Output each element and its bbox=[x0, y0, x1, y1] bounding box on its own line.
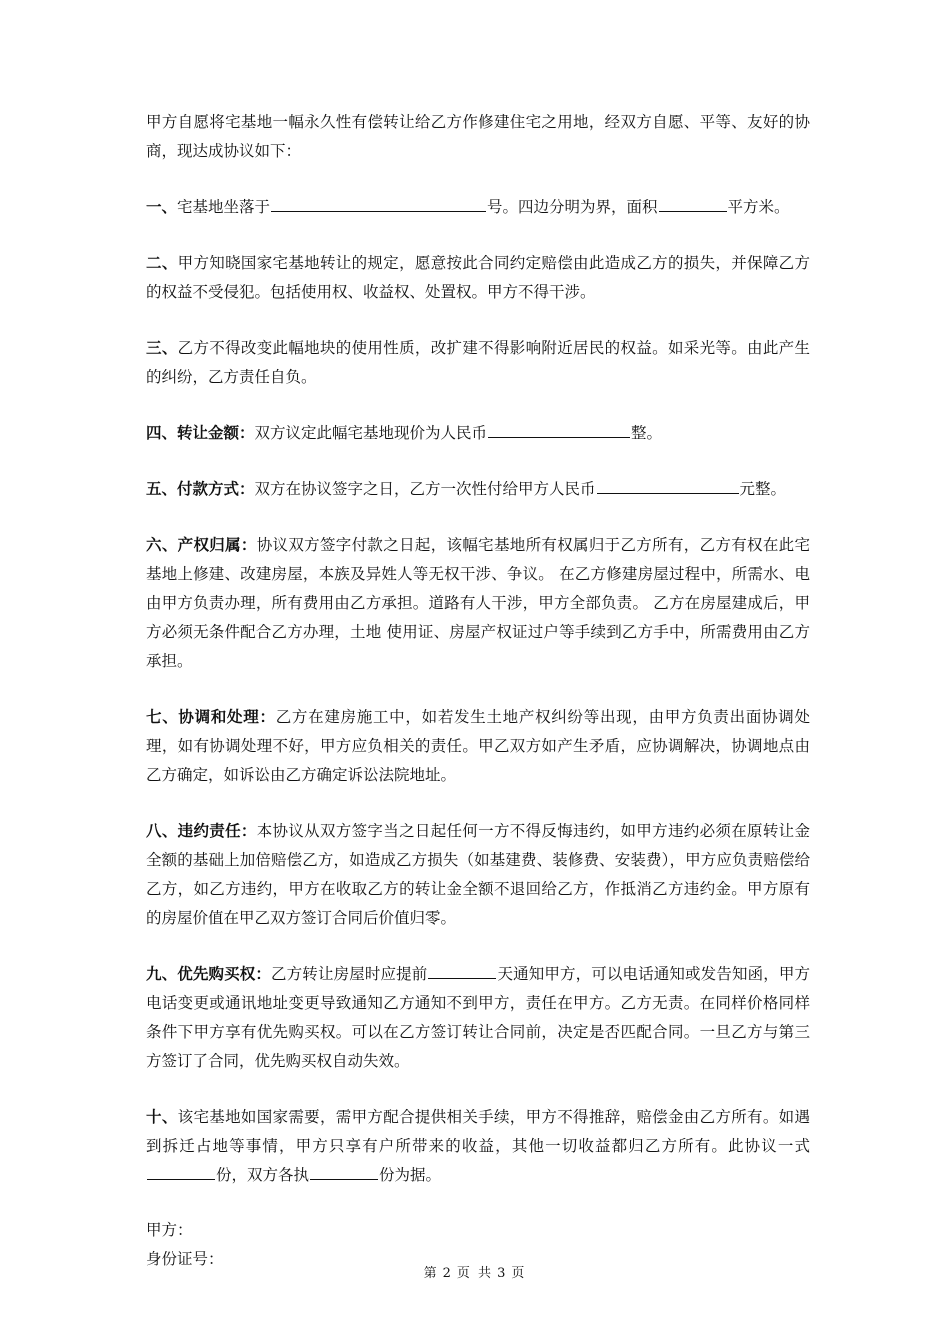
clause-9-text-b: 天通知甲方，可以电话通知或发告知函，甲方电话变更或通讯地址变更导致通知乙方通知不到甲方，责任在甲方。乙方无责。在同样价格同样条件下甲方享有优先购买权。可以在乙方签订转让合同前，决定是否匹配合同。一旦乙方与第三方签订了合同，优先购买权自动失效。 bbox=[146, 965, 810, 1070]
clause-1-text-a: 宅基地坐落于 bbox=[177, 198, 271, 216]
clause-9-text-a: 乙方转让房屋时应提前 bbox=[271, 965, 428, 983]
clause-6 bbox=[146, 530, 810, 676]
copies-each-blank bbox=[310, 1163, 378, 1180]
clause-5-text-a: 双方在协议签字之日，乙方一次性付给甲方人民币 bbox=[254, 480, 596, 498]
clause-5-head: 五、付款方式： bbox=[146, 479, 255, 498]
clause-1-text-c: 平方米。 bbox=[727, 198, 790, 216]
clause-1 bbox=[146, 192, 810, 222]
clause-6-text: 协议双方签字付款之日起，该幅宅基地所有权属归于乙方所有，乙方有权在此宅基地上修建、改建房屋，本族及异姓人等无权干涉、争议。 在乙方修建房屋过程中，所需水、电由甲方负责办理，所有费用由乙方承担。道路有人干涉，甲方全部负责。 乙方在房屋建成后，甲方必须无条件配合乙方办理，土地 使用证、房屋产权证过户等手续到乙方手中，所需费用由乙方承担。 bbox=[146, 536, 810, 670]
clause-2-head: 二、 bbox=[146, 253, 178, 272]
footer-suffix: 页 bbox=[511, 1266, 527, 1281]
clause-10-head: 十、 bbox=[146, 1107, 178, 1126]
clause-1-text-b: 号。四边分明为界，面积 bbox=[487, 198, 658, 216]
notice-days-blank bbox=[428, 962, 496, 979]
copies-blank bbox=[147, 1163, 215, 1180]
clause-4 bbox=[146, 418, 810, 448]
clause-10 bbox=[146, 1102, 810, 1190]
page-footer bbox=[0, 1262, 950, 1281]
clause-9-head: 九、优先购买权： bbox=[146, 964, 272, 983]
clause-4-text-b: 整。 bbox=[631, 424, 663, 442]
clause-7 bbox=[146, 702, 810, 790]
clause-7-text: 乙方在建房施工中，如若发生土地产权纠纷等出现，由甲方负责出面协调处理，如有协调处理不好，甲方应负相关的责任。甲乙双方如产生矛盾，应协调解决，协调地点由乙方确定，如诉讼由乙方确定诉讼法院地址。 bbox=[146, 708, 810, 784]
clause-6-head: 六、产权归属： bbox=[146, 535, 257, 554]
clause-2 bbox=[146, 248, 810, 307]
clause-10-text-b: 份，双方各执 bbox=[216, 1166, 310, 1184]
payment-blank bbox=[597, 477, 739, 494]
footer-page-number: 2 bbox=[442, 1266, 453, 1281]
id-number-label: 身份证号： bbox=[146, 1250, 224, 1268]
contract-body bbox=[146, 108, 810, 1274]
clause-8-text: 本协议从双方签字当之日起任何一方不得反悔违约，如甲方违约必须在原转让金全额的基础上加倍赔偿乙方，如造成乙方损失（如基建费、装修费、安装费），甲方应负责赔偿给乙方，如乙方违约，甲方在收取乙方的转让金全额不退回给乙方，作抵消乙方违约金。甲方原有的房屋价值在甲乙双方签订合同后价值归零。 bbox=[146, 822, 810, 927]
clause-5-text-b: 元整。 bbox=[739, 480, 787, 498]
clause-3-head: 三、 bbox=[146, 338, 178, 357]
area-blank bbox=[659, 195, 727, 212]
clause-2-text: 甲方知晓国家宅基地转让的规定，愿意按此合同约定赔偿由此造成乙方的损失，并保障乙方的权益不受侵犯。包括使用权、收益权、处置权。甲方不得干涉。 bbox=[146, 254, 810, 301]
footer-prefix: 第 bbox=[423, 1266, 439, 1281]
clause-3 bbox=[146, 333, 810, 392]
clause-1-head: 一、 bbox=[146, 197, 178, 216]
clause-5 bbox=[146, 474, 810, 504]
footer-mid: 页 共 bbox=[456, 1266, 494, 1281]
clause-8 bbox=[146, 816, 810, 933]
location-blank bbox=[271, 195, 486, 212]
footer-total-pages: 3 bbox=[497, 1266, 508, 1281]
intro-paragraph: 甲方自愿将宅基地一幅永久性有偿转让给乙方作修建住宅之用地，经双方自愿、平等、友好的协商，现达成协议如下： bbox=[146, 113, 810, 160]
party-a-label: 甲方： bbox=[146, 1221, 193, 1239]
clause-4-head: 四、转让金额： bbox=[146, 423, 255, 442]
clause-7-head: 七、协调和处理： bbox=[146, 707, 276, 726]
clause-4-text-a: 双方议定此幅宅基地现价为人民币 bbox=[254, 424, 488, 442]
clause-9 bbox=[146, 959, 810, 1076]
clause-10-text-a: 该宅基地如国家需要，需甲方配合提供相关手续，甲方不得推辞，赔偿金由乙方所有。如遇到拆迁占地等事情，甲方只享有户所带来的收益，其他一切收益都归乙方所有。此协议一式 bbox=[146, 1108, 810, 1155]
clause-3-text: 乙方不得改变此幅地块的使用性质，改扩建不得影响附近居民的权益。如采光等。由此产生的纠纷，乙方责任自负。 bbox=[146, 339, 810, 386]
price-blank bbox=[488, 421, 630, 438]
clause-10-text-c: 份为据。 bbox=[379, 1166, 442, 1184]
clause-8-head: 八、违约责任： bbox=[146, 821, 257, 840]
